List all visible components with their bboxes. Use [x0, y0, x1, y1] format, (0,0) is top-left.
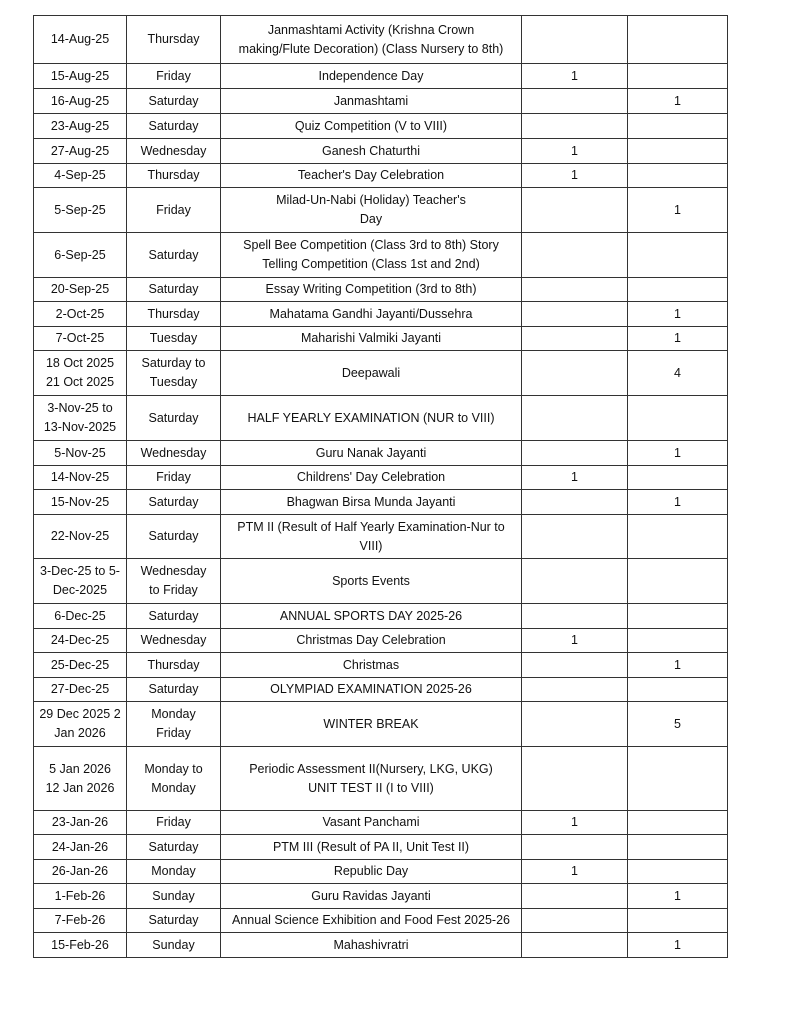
event-cell: Ganesh Chaturthi	[221, 139, 522, 164]
table-row	[34, 747, 728, 811]
count-cell-a: 1	[522, 139, 628, 164]
count-cell-a	[522, 114, 628, 139]
date-cell: 27-Dec-25	[34, 678, 127, 702]
date-cell: 27-Aug-25	[34, 139, 127, 164]
day-cell: Sunday	[127, 884, 221, 909]
day-cell: Saturday	[127, 89, 221, 114]
count-cell-b: 1	[628, 441, 728, 466]
table-row	[34, 16, 728, 64]
event-cell: Christmas Day Celebration	[221, 629, 522, 653]
table-row	[34, 515, 728, 559]
date-cell: 6-Dec-25	[34, 604, 127, 629]
date-cell: 14-Nov-25	[34, 466, 127, 490]
date-cell: 7-Oct-25	[34, 327, 127, 351]
count-cell-a	[522, 302, 628, 327]
event-cell: Quiz Competition (V to VIII)	[221, 114, 522, 139]
date-cell: 23-Aug-25	[34, 114, 127, 139]
count-cell-b	[628, 860, 728, 884]
date-cell: 3-Nov-25 to 13-Nov-2025	[34, 396, 127, 441]
table-row	[34, 604, 728, 629]
calendar-body	[34, 16, 728, 958]
count-cell-b	[628, 811, 728, 835]
table-row	[34, 490, 728, 515]
count-cell-b	[628, 139, 728, 164]
count-cell-a	[522, 327, 628, 351]
count-cell-b	[628, 233, 728, 278]
event-cell: Mahatama Gandhi Jayanti/Dussehra	[221, 302, 522, 327]
day-cell: Thursday	[127, 164, 221, 188]
day-cell: Friday	[127, 188, 221, 233]
count-cell-b	[628, 559, 728, 604]
count-cell-b	[628, 678, 728, 702]
table-row	[34, 302, 728, 327]
event-cell: Janmashtami Activity (Krishna Crown making/Flute Decoration) (Class Nursery to 8th)	[221, 16, 522, 64]
count-cell-b	[628, 515, 728, 559]
table-row	[34, 188, 728, 233]
count-cell-b: 1	[628, 884, 728, 909]
day-cell: Wednesday	[127, 629, 221, 653]
table-row	[34, 678, 728, 702]
day-cell: Wednesday	[127, 139, 221, 164]
event-cell: Vasant Panchami	[221, 811, 522, 835]
date-cell: 2-Oct-25	[34, 302, 127, 327]
event-cell: Janmashtami	[221, 89, 522, 114]
count-cell-a	[522, 604, 628, 629]
event-cell: Bhagwan Birsa Munda Jayanti	[221, 490, 522, 515]
date-cell: 6-Sep-25	[34, 233, 127, 278]
count-cell-b	[628, 164, 728, 188]
count-cell-b	[628, 16, 728, 64]
table-row	[34, 702, 728, 747]
day-cell: Saturday to Tuesday	[127, 351, 221, 396]
table-row	[34, 559, 728, 604]
count-cell-a: 1	[522, 860, 628, 884]
event-cell: PTM III (Result of PA II, Unit Test II)	[221, 835, 522, 860]
count-cell-a: 1	[522, 64, 628, 89]
date-cell: 3-Dec-25 to 5- Dec-2025	[34, 559, 127, 604]
count-cell-b	[628, 396, 728, 441]
table-row	[34, 278, 728, 302]
table-row	[34, 933, 728, 958]
table-row	[34, 114, 728, 139]
count-cell-a	[522, 188, 628, 233]
event-cell: Guru Nanak Jayanti	[221, 441, 522, 466]
date-cell: 5-Sep-25	[34, 188, 127, 233]
event-cell: Deepawali	[221, 351, 522, 396]
table-row	[34, 811, 728, 835]
count-cell-a	[522, 653, 628, 678]
count-cell-a: 1	[522, 629, 628, 653]
count-cell-a	[522, 351, 628, 396]
day-cell: Thursday	[127, 302, 221, 327]
table-row	[34, 629, 728, 653]
count-cell-a	[522, 278, 628, 302]
day-cell: Wednesday	[127, 441, 221, 466]
table-row	[34, 164, 728, 188]
day-cell: Thursday	[127, 653, 221, 678]
count-cell-b	[628, 64, 728, 89]
event-cell: Milad-Un-Nabi (Holiday) Teacher's Day	[221, 188, 522, 233]
count-cell-a	[522, 702, 628, 747]
date-cell: 5 Jan 2026 12 Jan 2026	[34, 747, 127, 811]
event-cell: Essay Writing Competition (3rd to 8th)	[221, 278, 522, 302]
event-cell: HALF YEARLY EXAMINATION (NUR to VIII)	[221, 396, 522, 441]
count-cell-b	[628, 909, 728, 933]
date-cell: 7-Feb-26	[34, 909, 127, 933]
table-row	[34, 351, 728, 396]
date-cell: 5-Nov-25	[34, 441, 127, 466]
count-cell-a: 1	[522, 811, 628, 835]
day-cell: Saturday	[127, 678, 221, 702]
date-cell: 25-Dec-25	[34, 653, 127, 678]
date-cell: 18 Oct 2025 21 Oct 2025	[34, 351, 127, 396]
table-row	[34, 884, 728, 909]
count-cell-a	[522, 747, 628, 811]
count-cell-b	[628, 747, 728, 811]
event-cell: Annual Science Exhibition and Food Fest 2025-26	[221, 909, 522, 933]
event-cell: OLYMPIAD EXAMINATION 2025-26	[221, 678, 522, 702]
count-cell-b	[628, 114, 728, 139]
count-cell-a	[522, 490, 628, 515]
event-cell: Independence Day	[221, 64, 522, 89]
count-cell-a	[522, 396, 628, 441]
day-cell: Saturday	[127, 604, 221, 629]
count-cell-a	[522, 678, 628, 702]
date-cell: 24-Jan-26	[34, 835, 127, 860]
count-cell-a	[522, 559, 628, 604]
count-cell-b	[628, 466, 728, 490]
count-cell-b: 1	[628, 933, 728, 958]
date-cell: 16-Aug-25	[34, 89, 127, 114]
table-row	[34, 909, 728, 933]
table-row	[34, 653, 728, 678]
table-row	[34, 466, 728, 490]
day-cell: Saturday	[127, 278, 221, 302]
count-cell-b: 4	[628, 351, 728, 396]
event-cell: WINTER BREAK	[221, 702, 522, 747]
count-cell-a	[522, 16, 628, 64]
count-cell-a	[522, 835, 628, 860]
event-cell: Sports Events	[221, 559, 522, 604]
table-row	[34, 233, 728, 278]
date-cell: 26-Jan-26	[34, 860, 127, 884]
event-cell: Republic Day	[221, 860, 522, 884]
date-cell: 14-Aug-25	[34, 16, 127, 64]
day-cell: Saturday	[127, 233, 221, 278]
count-cell-b: 1	[628, 653, 728, 678]
table-row	[34, 860, 728, 884]
count-cell-b: 1	[628, 490, 728, 515]
count-cell-b: 1	[628, 327, 728, 351]
day-cell: Saturday	[127, 396, 221, 441]
count-cell-a: 1	[522, 164, 628, 188]
date-cell: 20-Sep-25	[34, 278, 127, 302]
table-row	[34, 396, 728, 441]
day-cell: Saturday	[127, 515, 221, 559]
day-cell: Saturday	[127, 114, 221, 139]
day-cell: Saturday	[127, 909, 221, 933]
count-cell-b	[628, 835, 728, 860]
date-cell: 24-Dec-25	[34, 629, 127, 653]
event-cell: Guru Ravidas Jayanti	[221, 884, 522, 909]
date-cell: 4-Sep-25	[34, 164, 127, 188]
calendar-table	[33, 15, 728, 958]
day-cell: Monday Friday	[127, 702, 221, 747]
day-cell: Friday	[127, 64, 221, 89]
table-row	[34, 327, 728, 351]
date-cell: 29 Dec 2025 2 Jan 2026	[34, 702, 127, 747]
table-row	[34, 139, 728, 164]
date-cell: 22-Nov-25	[34, 515, 127, 559]
count-cell-a	[522, 884, 628, 909]
day-cell: Saturday	[127, 490, 221, 515]
date-cell: 15-Feb-26	[34, 933, 127, 958]
event-cell: Childrens' Day Celebration	[221, 466, 522, 490]
count-cell-b: 1	[628, 188, 728, 233]
count-cell-b: 5	[628, 702, 728, 747]
date-cell: 15-Aug-25	[34, 64, 127, 89]
table-row	[34, 835, 728, 860]
date-cell: 23-Jan-26	[34, 811, 127, 835]
day-cell: Monday to Monday	[127, 747, 221, 811]
count-cell-a	[522, 89, 628, 114]
day-cell: Tuesday	[127, 327, 221, 351]
day-cell: Friday	[127, 466, 221, 490]
table-row	[34, 64, 728, 89]
count-cell-a	[522, 933, 628, 958]
event-cell: PTM II (Result of Half Yearly Examination-Nur to VIII)	[221, 515, 522, 559]
event-cell: Spell Bee Competition (Class 3rd to 8th) Story Telling Competition (Class 1st and 2nd)	[221, 233, 522, 278]
count-cell-b: 1	[628, 302, 728, 327]
count-cell-a	[522, 909, 628, 933]
event-cell: Maharishi Valmiki Jayanti	[221, 327, 522, 351]
count-cell-a: 1	[522, 466, 628, 490]
date-cell: 15-Nov-25	[34, 490, 127, 515]
count-cell-a	[522, 441, 628, 466]
event-cell: Christmas	[221, 653, 522, 678]
count-cell-b	[628, 604, 728, 629]
day-cell: Saturday	[127, 835, 221, 860]
table-row	[34, 441, 728, 466]
count-cell-a	[522, 515, 628, 559]
event-cell: Teacher's Day Celebration	[221, 164, 522, 188]
count-cell-b	[628, 278, 728, 302]
event-cell: Periodic Assessment II(Nursery, LKG, UKG) UNIT TEST II (I to VIII)	[221, 747, 522, 811]
day-cell: Wednesday to Friday	[127, 559, 221, 604]
day-cell: Thursday	[127, 16, 221, 64]
day-cell: Monday	[127, 860, 221, 884]
day-cell: Sunday	[127, 933, 221, 958]
day-cell: Friday	[127, 811, 221, 835]
count-cell-a	[522, 233, 628, 278]
date-cell: 1-Feb-26	[34, 884, 127, 909]
table-row	[34, 89, 728, 114]
count-cell-b	[628, 629, 728, 653]
event-cell: ANNUAL SPORTS DAY 2025-26	[221, 604, 522, 629]
count-cell-b: 1	[628, 89, 728, 114]
event-cell: Mahashivratri	[221, 933, 522, 958]
